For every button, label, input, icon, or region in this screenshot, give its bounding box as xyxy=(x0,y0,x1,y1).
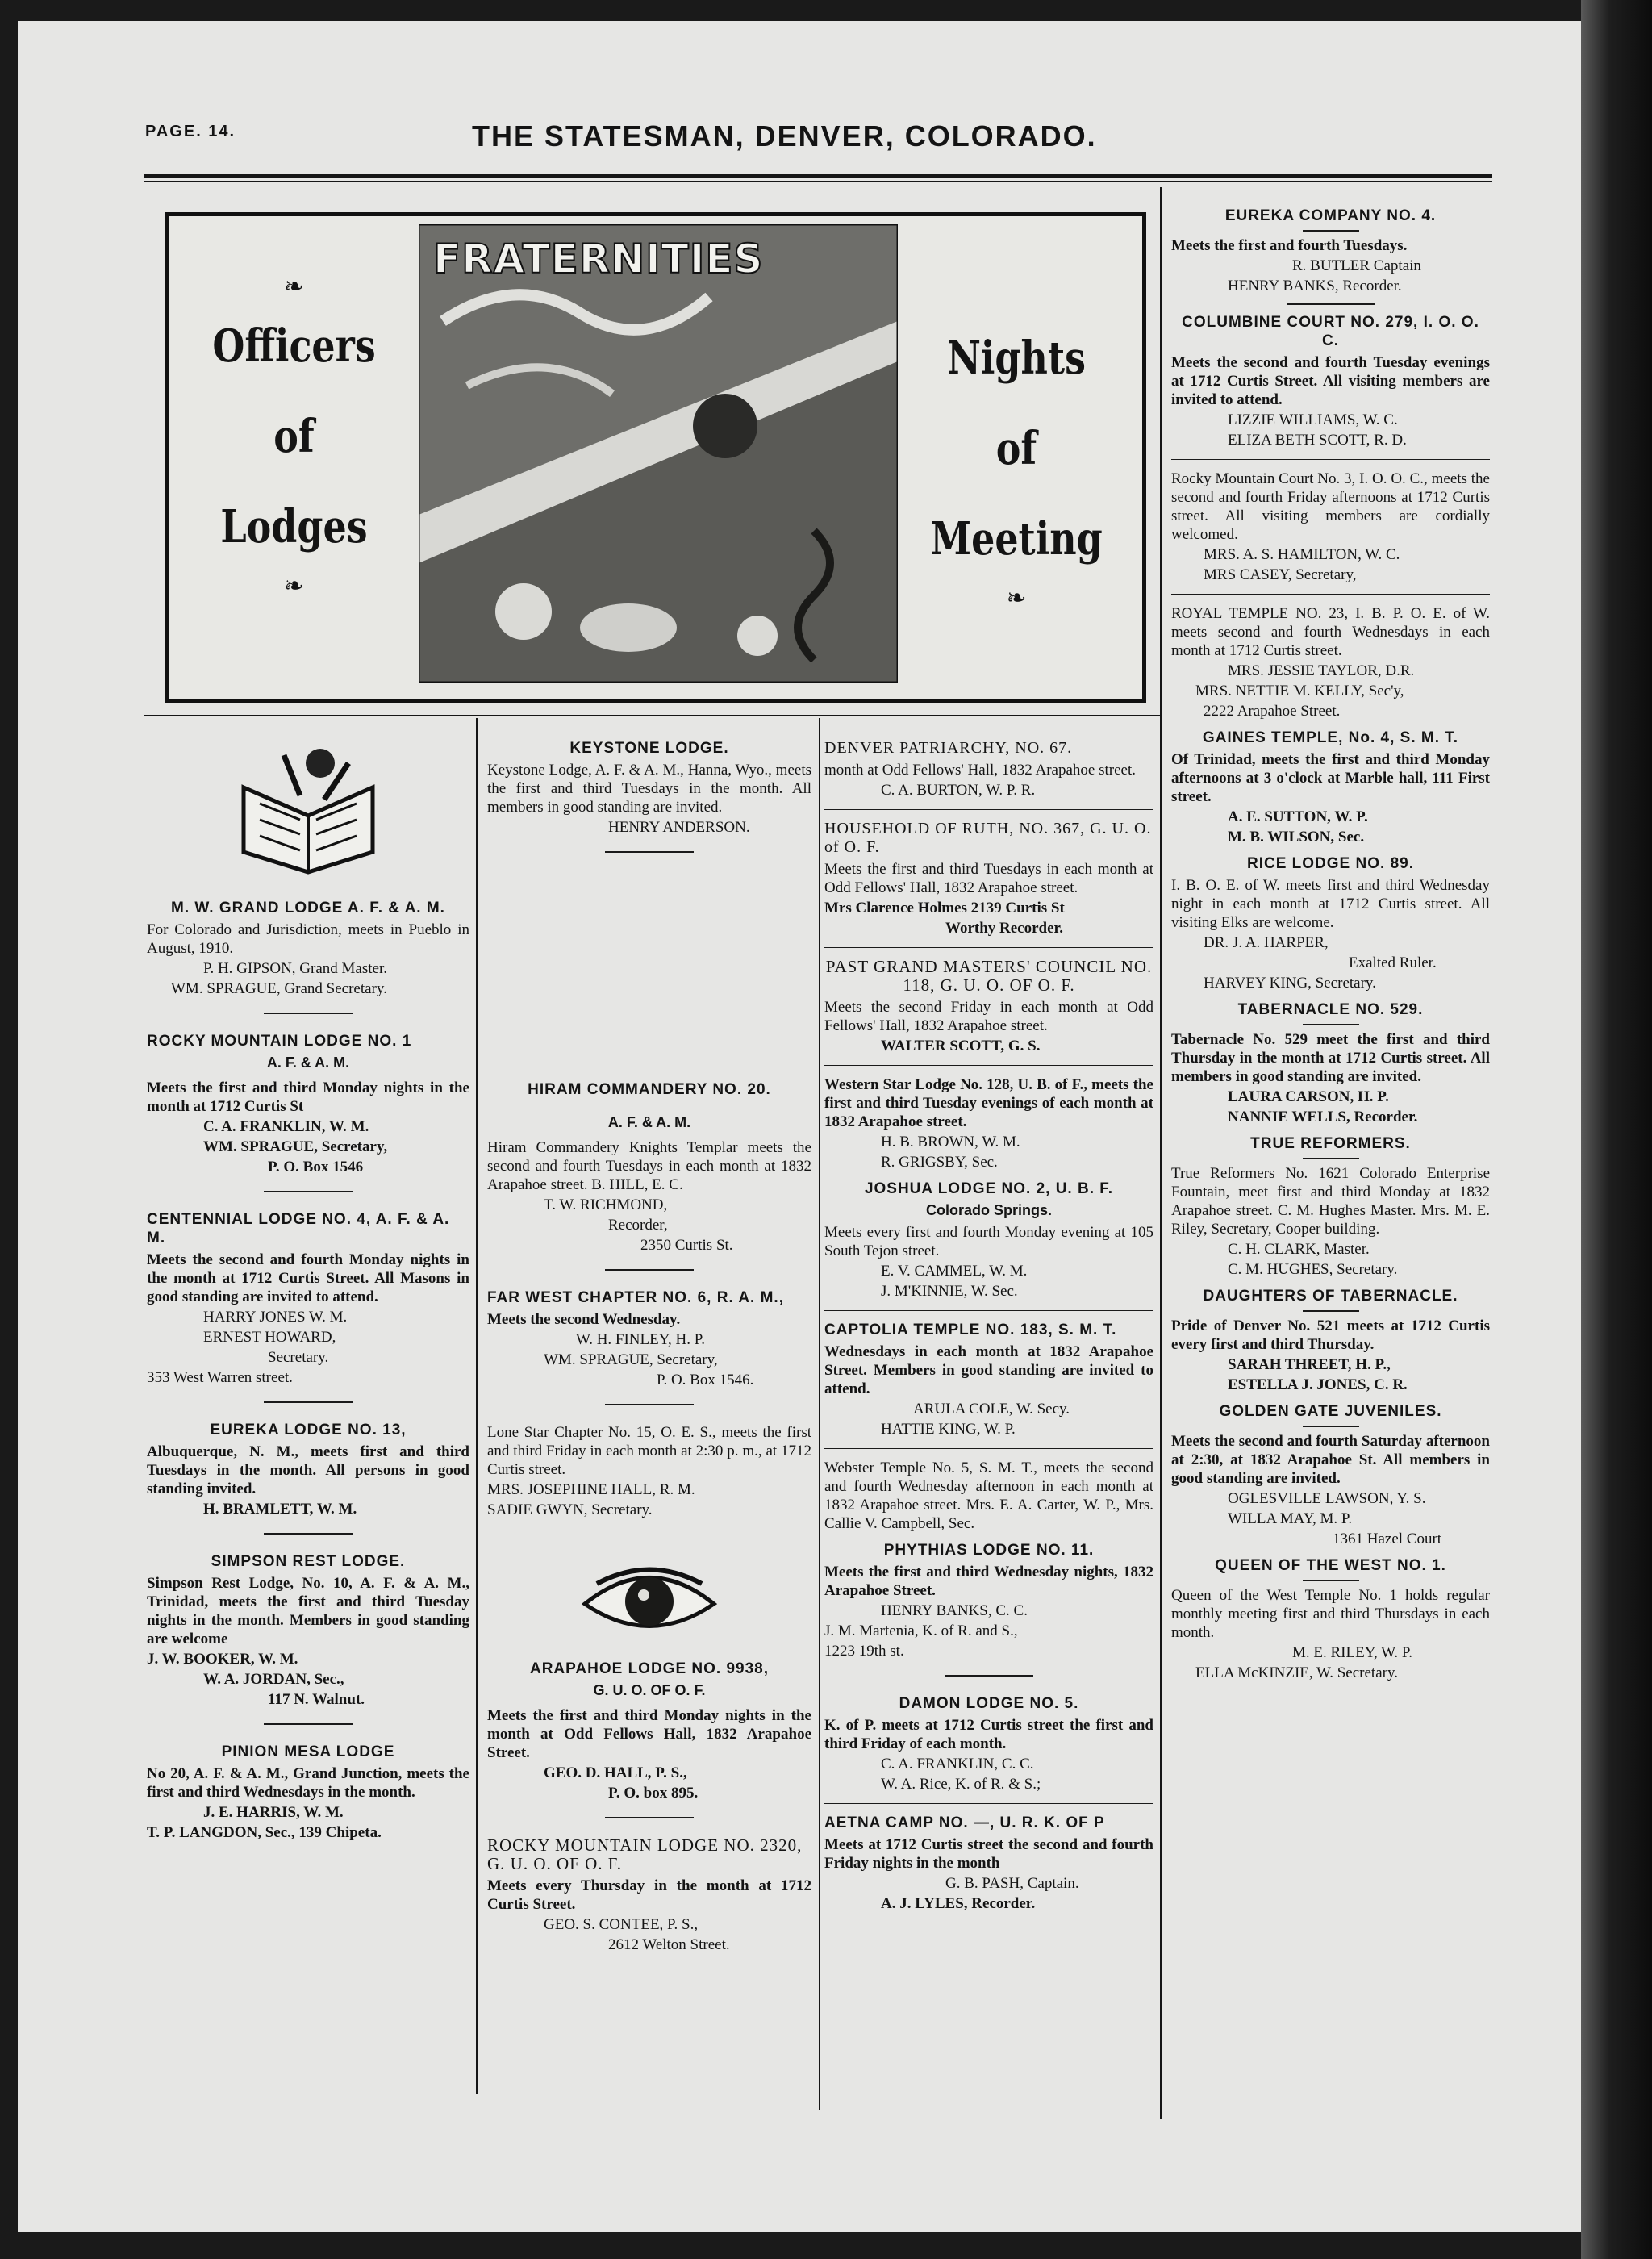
entry-eureka-lodge: EUREKA LODGE NO. 13, Albuquerque, N. M., meets first and third Tuesdays in the month. All persons in good standing invited. H. BRAMLETT, W. M. xyxy=(147,1422,469,1518)
entry-grand-lodge: M. W. GRAND LODGE A. F. & A. M. For Colorado and Jurisdiction, meets in Pueblo in August, 1910. P. H. GIPSON, Grand Master. WM. SPRAGUE, Grand Secretary. xyxy=(147,900,469,997)
column-rule-3 xyxy=(819,718,820,2110)
separator xyxy=(1287,303,1375,305)
open-book-emblem-icon xyxy=(147,739,469,881)
entry-rocky-mountain-court: Rocky Mountain Court No. 3, I. O. O. C., meets the second and fourth Friday afternoons at 1712 Curtis street. All visiting members are cordially welcomed. MRS. A. S. HAMILTON, W. C. MRS CASEY, Secretary, xyxy=(1171,470,1490,583)
entry-arapahoe-lodge: ARAPAHOE LODGE NO. 9938, G. U. O. OF O. F. Meets the first and third Monday nights in the month at Odd Fellows Hall, 1832 Arapahoe Street. GEO. D. HALL, P. S., P. O. box 895. xyxy=(487,1660,811,1802)
top-rule-thin xyxy=(144,181,1492,182)
banner-bottom-rule xyxy=(144,715,1160,716)
banner-left-line-3: Lodges xyxy=(220,500,368,553)
entry-rocky-mountain-lodge: ROCKY MOUNTAIN LODGE NO. 1 A. F. & A. M. Meets the first and third Monday nights in the month at 1712 Curtis St C. A. FRANKLIN, W. M. WM. SPRAGUE, Secretary, P. O. Box 1546 xyxy=(147,1033,469,1175)
page-number: PAGE. 14. xyxy=(145,123,236,140)
separator xyxy=(264,1013,353,1014)
banner-right-line-3: Meeting xyxy=(930,512,1103,566)
entry-gaines-temple: GAINES TEMPLE, No. 4, S. M. T. Of Trinidad, meets the first and third Monday afternoons at 3 o'clock at Marble hall, 111 First street. A. E. SUTTON, W. P. M. B. WILSON, Sec. xyxy=(1171,729,1490,846)
separator xyxy=(605,1269,694,1271)
entry-joshua-lodge: JOSHUA LODGE NO. 2, U. B. F. Colorado Springs. Meets every first and fourth Monday evening at 105 South Tejon street. E. V. CAMMEL, W. M. J. M'KINNIE, W. Sec. xyxy=(824,1180,1153,1300)
entry-pinion-mesa-lodge: PINION MESA LODGE No 20, A. F. & A. M., Grand Junction, meets the first and third Wednesdays in the month. J. E. HARRIS, W. M. T. P. LANGDON, Sec., 139 Chipeta. xyxy=(147,1743,469,1841)
entry-past-grand-masters-council: PAST GRAND MASTERS' COUNCIL NO. 118, G. U. O. OF O. F. Meets the second Friday in each month at Odd Fellows' Hall, 1832 Arapahoe street. WALTER SCOTT, G. S. xyxy=(824,957,1153,1054)
entry-columbine-court: COLUMBINE COURT NO. 279, I. O. O. C. Meets the second and fourth Tuesday evenings at 1712 Curtis Street. All visiting members are invited to attend. LIZZIE WILLIAMS, W. C. ELIZA BETH SCOTT, R. D. xyxy=(1171,314,1490,449)
entry-denver-patriarchy: DENVER PATRIARCHY, NO. 67. month at Odd Fellows' Hall, 1832 Arapahoe street. C. A. BURTON, W. P. R. xyxy=(824,739,1136,799)
entry-captolia-temple: CAPTOLIA TEMPLE NO. 183, S. M. T. Wednesdays in each month at 1832 Arapahoe Street. Members in good standing are invited to attend. ARULA COLE, W. Secy. HATTIE KING, W. P. xyxy=(824,1322,1153,1438)
separator xyxy=(824,1803,1153,1804)
separator xyxy=(1171,594,1490,595)
entry-keystone-lodge: KEYSTONE LODGE. Keystone Lodge, A. F. & A. M., Hanna, Wyo., meets the first and third Tuesdays in the month. All members in good standing are invited. HENRY ANDERSON. xyxy=(487,740,811,836)
entry-webster-temple: Webster Temple No. 5, S. M. T., meets the second and fourth Wednesday afternoon in each month at 1832 Arapahoe street. Mrs. E. A. Carter, W. P., Mrs. Callie V. Campbell, Sec. xyxy=(824,1459,1153,1532)
entry-rocky-mountain-lodge-2320: ROCKY MOUNTAIN LODGE NO. 2320, G. U. O. OF O. F. Meets every Thursday in the month at 1712 Curtis Street. GEO. S. CONTEE, P. S., 2612 Welton Street. xyxy=(487,1835,811,1953)
column-3 xyxy=(824,731,1153,1915)
fraternities-banner xyxy=(165,212,1146,703)
masthead-title: THE STATESMAN, DENVER, COLORADO. xyxy=(472,119,1097,152)
entry-western-star-lodge: Western Star Lodge No. 128, U. B. of F., meets the first and third Tuesday evenings of each month at 1832 Arapahoe street. H. B. BROWN, W. M. R. GRIGSBY, Sec. xyxy=(824,1076,1153,1171)
column-rule-4 xyxy=(1160,187,1162,2119)
fleuron-icon: ❧ xyxy=(1006,585,1027,612)
entry-centennial-lodge: CENTENNIAL LODGE NO. 4, A. F. & A. M. Meets the second and fourth Monday nights in the month at 1712 Curtis Street. All Masons in good standing are invited to attend. HARRY JONES W. M. ERNEST HOWARD, Secretary. 353 West Warren street. xyxy=(147,1211,469,1386)
banner-right-line-2: of xyxy=(995,422,1037,475)
column-1 xyxy=(147,734,469,1844)
separator xyxy=(824,1065,1153,1066)
fleuron-icon: ❧ xyxy=(283,274,305,300)
entry-tabernacle: TABERNACLE NO. 529. Tabernacle No. 529 meet the first and third Thursday in the month at 1712 Curtis street. All members in good standing are invited. LAURA CARSON, H. P. NANNIE WELLS, Recorder. xyxy=(1171,1001,1490,1125)
banner-left-panel xyxy=(173,224,415,683)
entry-eureka-company: EUREKA COMPANY NO. 4. Meets the first and fourth Tuesdays. R. BUTLER Captain HENRY BANKS, Recorder. xyxy=(1171,207,1437,294)
entry-aetna-camp: AETNA CAMP NO. —, U. R. K. OF P Meets at 1712 Curtis street the second and fourth Friday nights in the month G. B. PASH, Captain. A. J. LYLES, Recorder. xyxy=(824,1814,1153,1912)
banner-right-line-1: Nights xyxy=(947,332,1086,385)
fleuron-icon: ❧ xyxy=(283,573,305,599)
separator xyxy=(1171,459,1490,460)
entry-queen-of-the-west: QUEEN OF THE WEST NO. 1. Queen of the West Temple No. 1 holds regular monthly meeting first and third Thursdays in each month. M. E. RILEY, W. P. ELLA McKINZIE, W. Secretary. xyxy=(1171,1557,1490,1681)
entry-simpson-rest-lodge: SIMPSON REST LODGE. Simpson Rest Lodge, No. 10, A. F. & A. M., Trinidad, meets the first and third Tuesday nights in the month. Members in good standing are welcome J. W. BOOKER, W. M. W. A. JORDAN, Sec., 117 N. Walnut. xyxy=(147,1553,469,1708)
entry-hiram-commandery: HIRAM COMMANDERY NO. 20. A. F. & A. M. Hiram Commandery Knights Templar meets the second and fourth Tuesdays in each month at 1832 Arapahoe street. B. HILL, E. C. T. W. RICHMOND, Recorder, 2350 Curtis St. xyxy=(487,1081,811,1254)
separator xyxy=(264,1723,353,1725)
fraternities-illustration xyxy=(419,224,898,683)
separator xyxy=(605,851,694,853)
top-rule xyxy=(144,174,1492,178)
entry-lone-star-chapter: Lone Star Chapter No. 15, O. E. S., meets the first and third Friday in each month at 2:30 p. m., at 1712 Curtis street. MRS. JOSEPHINE HALL, R. M. SADIE GWYN, Secretary. xyxy=(487,1424,811,1518)
banner-left-line-1: Officers xyxy=(212,319,376,373)
entry-royal-temple: ROYAL TEMPLE NO. 23, I. B. P. O. E. of W. meets second and fourth Wednesdays in each month at 1712 Curtis street. MRS. JESSIE TAYLOR, D.R. MRS. NETTIE M. KELLY, Sec'y, 2222 Arapahoe Street. xyxy=(1171,605,1490,720)
eye-emblem-icon xyxy=(487,1560,811,1645)
entry-golden-gate-juveniles: GOLDEN GATE JUVENILES. Meets the second and fourth Saturday afternoon at 2:30, at 1832 Arapahoe St. All members in good standing are invited. OGLESVILLE LAWSON, Y. S. WILLA MAY, M. P. 1361 Hazel Court xyxy=(1171,1403,1490,1547)
entry-damon-lodge: DAMON LODGE NO. 5. K. of P. meets at 1712 Curtis street the first and third Friday of each month. C. A. FRANKLIN, C. C. W. A. Rice, K. of R. & S.; xyxy=(824,1695,1153,1793)
separator xyxy=(605,1817,694,1818)
column-4 xyxy=(1171,198,1490,1684)
separator xyxy=(945,1675,1033,1677)
entry-rice-lodge: RICE LODGE NO. 89. I. B. O. E. of W. meets first and third Wednesday night in each month at 1712 Curtis street. All visiting Elks are welcome. DR. J. A. HARPER, Exalted Ruler. HARVEY KING, Secretary. xyxy=(1171,855,1490,992)
separator xyxy=(264,1191,353,1192)
separator xyxy=(605,1404,694,1405)
separator xyxy=(824,809,1153,810)
separator xyxy=(824,947,1153,948)
banner-left-line-2: of xyxy=(273,410,315,463)
separator xyxy=(824,1310,1153,1311)
column-rule-2 xyxy=(476,718,478,2094)
page-edge-shadow xyxy=(1581,0,1652,2259)
entry-phythias-lodge: PHYTHIAS LODGE NO. 11. Meets the first and third Wednesday nights, 1832 Arapahoe Street. HENRY BANKS, C. C. J. M. Martenia, K. of R. and S., 1223 19th st. xyxy=(824,1542,1153,1660)
banner-right-panel xyxy=(901,224,1132,683)
entry-true-reformers: TRUE REFORMERS. True Reformers No. 1621 Colorado Enterprise Fountain, meet first and third Monday at 1832 Arapahoe street. C. M. Hughes Master. Mrs. M. E. Riley, Secretary, Cooper building. C. H. CLARK, Master. C. M. HUGHES, Secretary. xyxy=(1171,1135,1490,1278)
banner-center-title: FRATERNITIES xyxy=(433,236,764,282)
entry-household-of-ruth: HOUSEHOLD OF RUTH, NO. 367, G. U. O. of O. F. Meets the first and third Tuesdays in each month at Odd Fellows' Hall, 1832 Arapahoe street. Mrs Clarence Holmes 2139 Curtis St Worthy Recorder. xyxy=(824,820,1153,937)
separator xyxy=(264,1533,353,1535)
separator xyxy=(824,1448,1153,1449)
entry-far-west-chapter: FAR WEST CHAPTER NO. 6, R. A. M., Meets the second Wednesday. W. H. FINLEY, H. P. WM. SPRAGUE, Secretary, P. O. Box 1546. xyxy=(487,1289,784,1388)
entry-daughters-of-tabernacle: DAUGHTERS OF TABERNACLE. Pride of Denver No. 521 meets at 1712 Curtis every first and third Thursday. SARAH THREET, H. P., ESTELLA J. JONES, C. R. xyxy=(1171,1288,1490,1393)
column-2 xyxy=(487,731,811,1956)
separator xyxy=(264,1401,353,1403)
